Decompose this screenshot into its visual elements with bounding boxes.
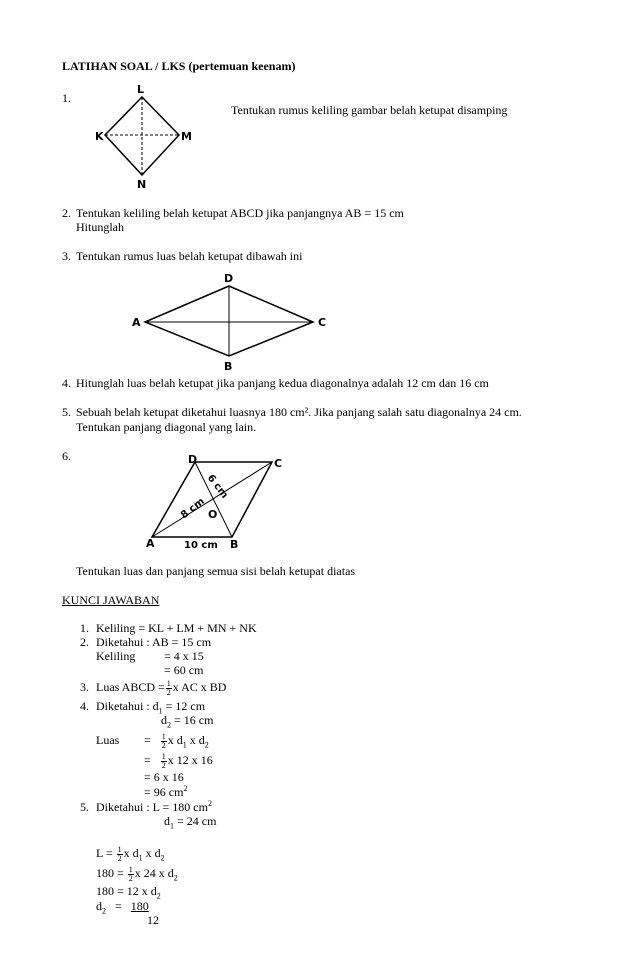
answers-heading: KUNCI JAWABAN	[62, 593, 160, 607]
q3-label-b: B	[224, 360, 233, 373]
a3-left: Luas ABCD =	[96, 680, 165, 694]
q3-label-d: D	[224, 272, 234, 285]
a5-line-2: $d_1 = 24$ cm	[164, 814, 217, 831]
a1-text: Keliling = KL + LM + MN + NK	[96, 621, 257, 635]
a5-step-2: 180 = $\frac{1}{2}$ x 24 x $d_2$	[96, 864, 178, 883]
q5-text: Sebuah belah ketupat diketahui luasnya 180 cm². Jika panjang salah satu diagonalnya 24 cm.	[76, 405, 522, 419]
q6-label-do: 8 cm	[178, 496, 207, 522]
q6-label-o: O	[208, 508, 218, 521]
a3-half-fraction: $\frac{1}{2}$	[166, 678, 171, 697]
a5-half-fraction-1: $\frac{1}{2}$	[117, 844, 122, 863]
q4-number: 4.	[62, 376, 71, 390]
q3-label-a: A	[132, 316, 141, 329]
a2-line-1: Diketahui : AB = 15 cm	[96, 635, 212, 649]
q1-number: 1.	[62, 91, 71, 105]
a3-line	[96, 676, 226, 698]
q1-label-k: K	[95, 130, 104, 143]
q6-label-a: A	[146, 537, 155, 550]
q6-label-oc: 6 cm	[204, 472, 230, 501]
a3-right: x AC x BD	[172, 680, 227, 694]
a4-step-2: = $\frac{1}{2}$ x 12 x 16	[144, 751, 213, 770]
a3-number: 3.	[80, 680, 89, 694]
page-title: LATIHAN SOAL / LKS (pertemuan keenam)	[62, 59, 296, 73]
q1-text: Tentukan rumus keliling gambar belah ketupat disamping	[231, 103, 508, 117]
q6-label-d: D	[188, 453, 198, 466]
q1-label-n: N	[137, 178, 147, 191]
a4-line-2: $d_2 = 16$ cm	[161, 713, 214, 730]
q4-text: Hitunglah luas belah ketupat jika panjang kedua diagonalnya adalah 12 cm dan 16 cm	[76, 376, 489, 390]
a5-fraction-numerator: 180	[130, 899, 149, 913]
a5-step-1: L = $\frac{1}{2}$ x $d_1$ x $d_2$	[96, 844, 165, 863]
a4-line-1: Diketahui : $d_1 = 12$ cm	[96, 699, 206, 716]
a5-number: 5.	[80, 800, 89, 814]
a2-number: 2.	[80, 635, 89, 649]
q3-text: Tentukan rumus luas belah ketupat dibawah ini	[76, 249, 303, 263]
q6-label-b: B	[230, 538, 239, 551]
a4-half-fraction-1: $\frac{1}{2}$	[161, 731, 166, 750]
q3-label-c: C	[318, 316, 327, 329]
q2-number: 2.	[62, 206, 71, 220]
a4-luas-line: = $\frac{1}{2}$ x $d_1$ x $d_2$	[144, 731, 209, 750]
q6-number: 6.	[62, 449, 71, 463]
a4-step-3: = 6 x 16	[144, 770, 184, 784]
q3-number: 3.	[62, 249, 71, 263]
q6-label-c: C	[274, 457, 283, 470]
q5-number: 5.	[62, 405, 71, 419]
q6-text: Tentukan luas dan panjang semua sisi belah ketupat diatas	[76, 564, 356, 578]
a4-half-fraction-2: $\frac{1}{2}$	[161, 751, 166, 770]
a4-step-4: = 96 $cm^2$	[144, 784, 188, 799]
a4-number: 4.	[80, 699, 89, 713]
q2-text: Tentukan keliling belah ketupat ABCD jika panjangnya AB = 15 cm	[76, 206, 404, 220]
a2-line-2-value: = 4 x 15	[164, 649, 204, 663]
q5-text-2: Tentukan panjang diagonal yang lain.	[76, 420, 257, 434]
a2-line-2-label: Keliling	[96, 649, 136, 663]
q6-label-side: 10 cm	[184, 540, 218, 551]
q2-text-2: Hitunglah	[76, 220, 124, 234]
a5-step-3: 180 = 12 x $d_2$	[96, 884, 161, 901]
a4-luas-label: Luas	[96, 733, 120, 747]
a5-line-1: Diketahui : L = 180 $cm^2$	[96, 799, 212, 814]
a2-line-3: = 60 cm	[164, 663, 204, 677]
a5-step-4: $d_2$ = 180	[96, 899, 149, 916]
q1-label-m: M	[181, 130, 192, 143]
a5-fraction-denominator: 12	[147, 913, 159, 927]
a5-half-fraction-2: $\frac{1}{2}$	[128, 864, 133, 883]
a1-number: 1.	[80, 621, 89, 635]
q1-label-l: L	[137, 83, 145, 96]
